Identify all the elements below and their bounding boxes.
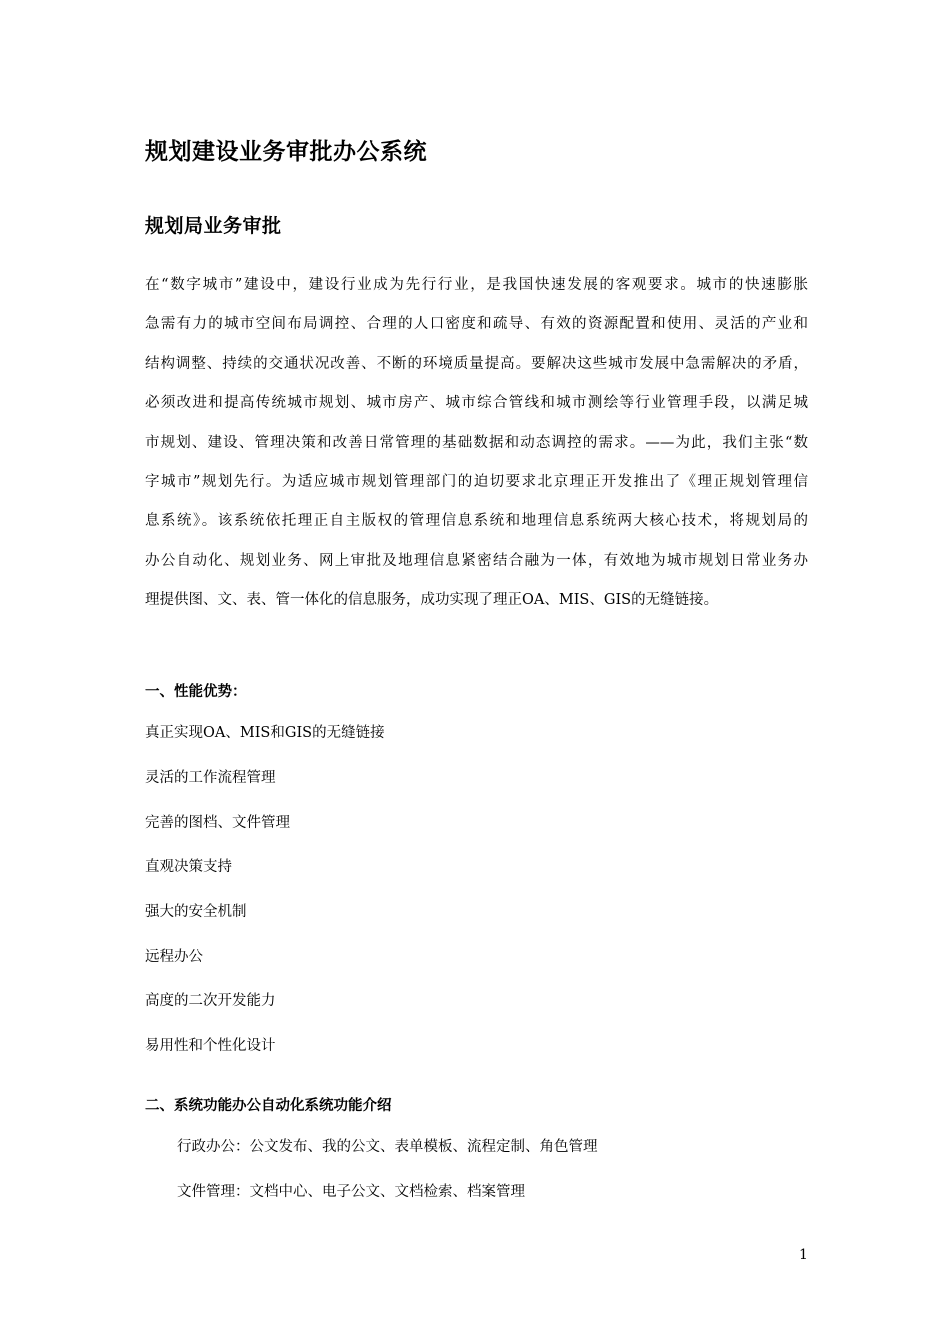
- paragraph-line: 办公自动化、规划业务、网上审批及地理信息紧密结合融为一体，有效地为城市规划日常业务办: [145, 552, 808, 569]
- function-item: 文件管理：文档中心、电子公文、文档检索、档案管理: [177, 1184, 525, 1200]
- paragraph-line: 必须改进和提高传统城市规划、城市房产、城市综合管线和城市测绘等行业管理手段，以满足城: [145, 395, 808, 412]
- document-title: 规划建设业务审批办公系统: [145, 139, 427, 165]
- paragraph-line: 字城市”规划先行。为适应城市规划管理部门的迫切要求北京理正开发推出了《理正规划管理信: [145, 473, 808, 490]
- list-item: 高度的二次开发能力: [145, 993, 276, 1009]
- list-item: 易用性和个性化设计: [145, 1038, 276, 1054]
- section-heading-advantages: 一、性能优势：: [145, 684, 247, 700]
- paragraph-line: 市规划、建设、管理决策和改善日常管理的基础数据和动态调控的需求。——为此，我们主张“数: [145, 434, 808, 451]
- list-item: 完善的图档、文件管理: [145, 815, 290, 831]
- section-subtitle: 规划局业务审批: [145, 215, 282, 237]
- list-item: 强大的安全机制: [145, 904, 247, 920]
- list-item: 远程办公: [145, 949, 203, 965]
- page-number: 1: [799, 1247, 808, 1263]
- paragraph-line: 急需有力的城市空间布局调控、合理的人口密度和疏导、有效的资源配置和使用、灵活的产业和: [145, 316, 808, 333]
- paragraph-line: 在“数字城市”建设中，建设行业成为先行行业，是我国快速发展的客观要求。城市的快速膨胀: [145, 277, 808, 293]
- intro-paragraph: [145, 270, 808, 625]
- section-heading-functions: 二、系统功能办公自动化系统功能介绍: [145, 1098, 392, 1114]
- paragraph-line: 息系统》。该系统依托理正自主版权的管理信息系统和地理信息系统两大核心技术，将规划局的: [145, 513, 808, 530]
- paragraph-line: 结构调整、持续的交通状况改善、不断的环境质量提高。要解决这些城市发展中急需解决的矛盾，: [145, 355, 808, 372]
- list-item: 直观决策支持: [145, 859, 232, 875]
- paragraph-line: 理提供图、文、表、管一体化的信息服务，成功实现了理正OA、MIS、GIS的无缝链接。: [145, 592, 719, 609]
- list-item: 灵活的工作流程管理: [145, 770, 276, 786]
- list-item: 真正实现OA、MIS和GIS的无缝链接: [145, 725, 385, 741]
- function-item: 行政办公：公文发布、我的公文、表单模板、流程定制、角色管理: [177, 1139, 598, 1155]
